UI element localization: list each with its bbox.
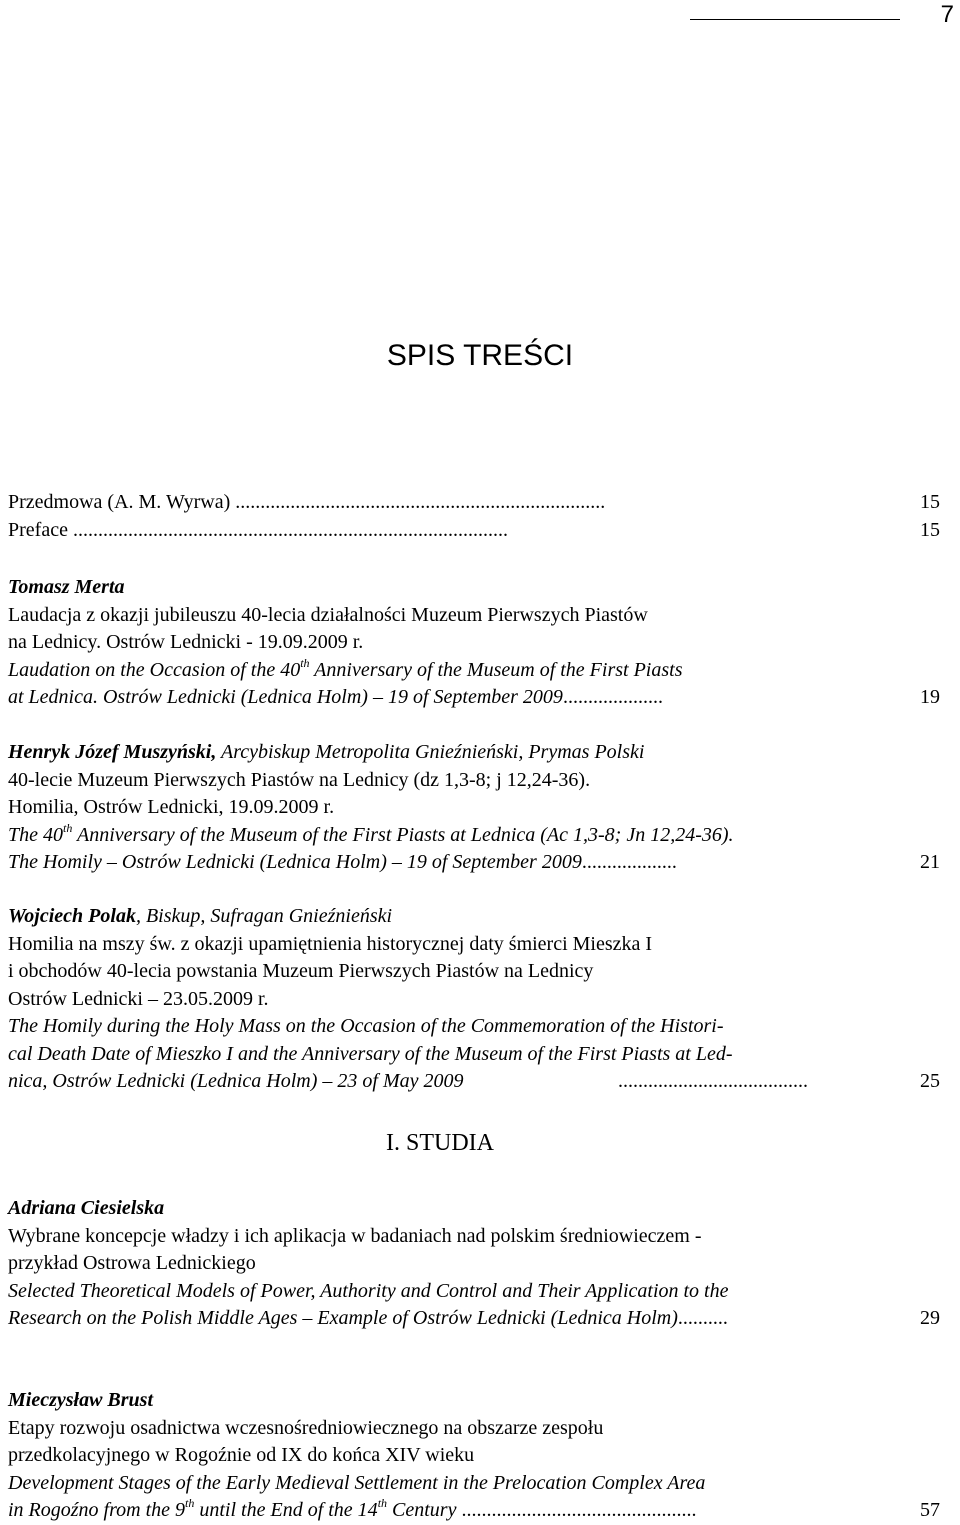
entry-title-pl: przykład Ostrowa Lednickiego <box>8 1252 256 1274</box>
page-ref: 19 <box>920 686 940 708</box>
toc-entry-muszynski[interactable] <box>8 739 958 877</box>
entry-title-pl: Homilia, Ostrów Lednicki, 19.09.2009 r. <box>8 796 335 818</box>
entry-author: Henryk Józef Muszyński, <box>8 741 217 763</box>
entry-author: Mieczysław Brust <box>8 1389 154 1411</box>
entry-author: Adriana Ciesielska <box>8 1197 165 1219</box>
page-ref: 57 <box>920 1499 940 1521</box>
entry-title-en: nica, Ostrów Lednicki (Lednica Holm) – 23 of May 2009 <box>8 1070 464 1092</box>
page-number: 7 <box>940 1 954 28</box>
entry-title-pl: 40-lecie Muzeum Pierwszych Piastów na Lednicy (dz 1,3-8; j 12,24-36). <box>8 768 591 791</box>
entry-title-en: The Homily – Ostrów Lednicki (Lednica Holm) – 19 of September 2009 <box>8 851 582 873</box>
header-rule <box>690 19 900 20</box>
leader-dots: ............................................... <box>461 1499 697 1521</box>
page-ref: 25 <box>920 1070 940 1092</box>
entry-title-pl: Wybrane koncepcje władzy i ich aplikacja w badaniach nad polskim średniowieczem - <box>8 1224 702 1247</box>
entry-title-en: Laudation on the Occasion of the 40th Anniversary of the Museum of the First Piasts <box>8 655 683 681</box>
toc-entry-ciesielska[interactable] <box>8 1195 958 1333</box>
entry-title-en: Selected Theoretical Models of Power, Authority and Control and Their Application to the <box>8 1279 729 1302</box>
entry-title-pl: i obchodów 40-lecia powstania Muzeum Pierwszych Piastów na Lednicy <box>8 960 594 982</box>
entry-title-pl: Ostrów Lednicki – 23.05.2009 r. <box>8 987 269 1010</box>
entry-title: Preface <box>8 519 68 541</box>
toc-entry-brust[interactable] <box>8 1387 958 1525</box>
entry-title-en: Development Stages of the Early Medieval Settlement in the Prelocation Complex Area <box>8 1471 706 1494</box>
entry-title-en: The 40th Anniversary of the Museum of the First Piasts at Lednica (Ac 1,3-8; Jn 12,24-36). <box>8 820 734 846</box>
leader-dots: .................... <box>562 686 663 708</box>
entry-title: Przedmowa (A. M. Wyrwa) <box>8 491 231 513</box>
page-ref: 15 <box>920 519 940 541</box>
entry-author-role: , Biskup, Sufragan Gnieźnieński <box>135 905 393 927</box>
section-heading-studia: I. STUDIA <box>386 1130 494 1156</box>
leader-dots: .......................................................................... <box>235 491 606 513</box>
entry-title-pl: na Lednicy. Ostrów Lednicki - 19.09.2009 r. <box>8 631 364 653</box>
entry-author-role: Arcybiskup Metropolita Gnieźnieński, Prymas Polski <box>216 741 645 763</box>
entry-title-pl: Laudacja z okazji jubileuszu 40-lecia działalności Muzeum Pierwszych Piastów <box>8 603 648 626</box>
toc-entry-preface-pl[interactable] <box>8 489 958 517</box>
toc-title: SPIS TREŚCI <box>386 339 574 372</box>
toc-entry-preface-en[interactable] <box>8 517 958 545</box>
entry-title-en: at Lednica. Ostrów Lednicki (Lednica Holm) – 19 of September 2009 <box>8 686 563 708</box>
entry-title-en: in Rogoźno from the 9th until the End of the 14th Century <box>8 1496 457 1521</box>
entry-author: Wojciech Polak <box>8 905 136 927</box>
entry-title-en: cal Death Date of Mieszko I and the Anniversary of the Museum of the First Piasts at Led- <box>8 1042 733 1065</box>
entry-title-pl: Etapy rozwoju osadnictwa wczesnośredniowiecznego na obszarze zespołu <box>8 1416 604 1439</box>
entry-title-en: The Homily during the Holy Mass on the Occasion of the Commemoration of the Histori- <box>8 1015 724 1037</box>
toc-entry-polak[interactable] <box>8 903 958 1096</box>
entry-title-en: Research on the Polish Middle Ages – Example of Ostrów Lednicki (Lednica Holm) <box>8 1307 678 1329</box>
page-ref: 15 <box>920 491 940 513</box>
toc-entry-merta[interactable] <box>8 574 958 712</box>
entry-author: Tomasz Merta <box>8 576 125 598</box>
leader-dots: .......... <box>677 1307 728 1329</box>
entry-title-pl: przedkolacyjnego w Rogoźnie od IX do końca XIV wieku <box>8 1444 475 1466</box>
leader-dots: ...................................... <box>618 1070 808 1092</box>
leader-dots: ................... <box>581 851 677 873</box>
leader-dots: ....................................................................................... <box>72 519 508 541</box>
page-ref: 21 <box>920 851 940 873</box>
page-ref: 29 <box>920 1307 940 1329</box>
entry-title-pl: Homilia na mszy św. z okazji upamiętnienia historycznej daty śmierci Mieszka I <box>8 932 653 955</box>
